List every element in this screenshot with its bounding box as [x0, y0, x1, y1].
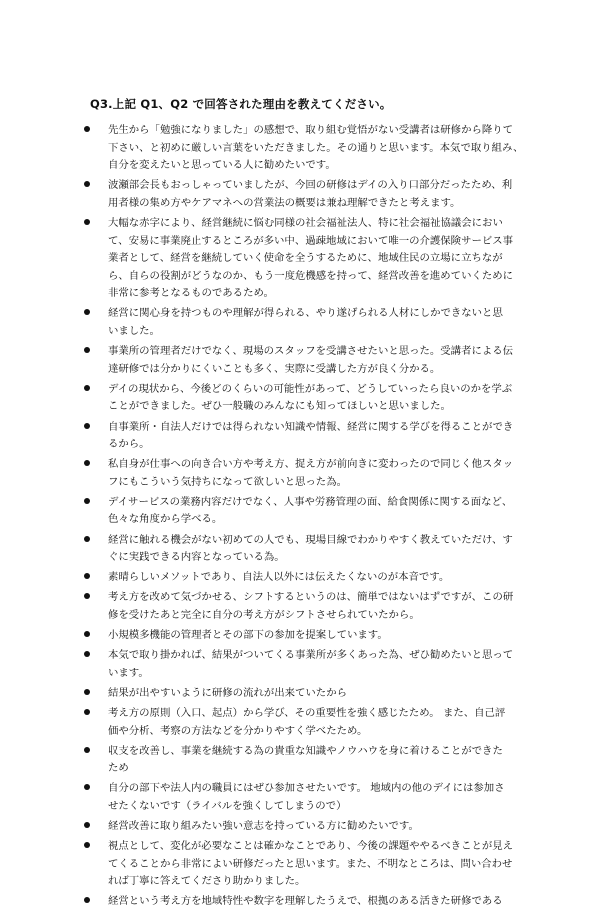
answer-text — [108, 893, 548, 911]
answer-text — [108, 419, 548, 454]
answer-line: ぐに実践できる内容となっている為。 — [108, 551, 285, 564]
answer-line: ことができました。ぜひ一般職のみんなにも知ってほしいと思いました。 — [108, 400, 451, 413]
answer-line: ら、自らの役割がどうなのか、もう一度危機感を持って、経営改善を進めていくために — [108, 269, 514, 282]
answer-line: 結果が出やすいように研修の流れが出来ていたから — [108, 686, 347, 699]
bullet-icon — [84, 423, 90, 429]
answer-item — [0, 419, 616, 454]
answer-list — [0, 122, 616, 913]
answer-line: 大幅な赤字により、経営継続に悩む同様の社会福祉法人、特に社会福祉協議会におい — [108, 216, 503, 229]
answer-item — [0, 685, 616, 703]
answer-text — [108, 456, 548, 491]
answer-line: フにもこういう気持ちになって欲しいと思った為。 — [108, 475, 347, 488]
bullet-icon — [84, 309, 90, 315]
answer-text — [108, 569, 548, 587]
answer-item — [0, 627, 616, 645]
answer-item — [0, 569, 616, 587]
answer-text — [108, 627, 548, 645]
answer-text — [108, 177, 548, 212]
answer-line: 自分の部下や法人内の職員にはぜひ参加させたいです。 地域内の他のデイには参加さ — [108, 782, 505, 795]
answer-item — [0, 305, 616, 340]
answer-line: せたくないです（ライバルを強くしてしまうので） — [108, 799, 347, 812]
answer-item — [0, 818, 616, 836]
answer-text — [108, 343, 548, 378]
answer-item — [0, 743, 616, 778]
answer-item — [0, 177, 616, 212]
answer-line: 自事業所・自法人だけでは得られない知識や情報、経営に関する学びを得ることができ — [108, 420, 514, 433]
answer-item — [0, 456, 616, 491]
answer-text — [108, 780, 548, 815]
answer-line: 自分を変えたいと思っている人に勧めたいです。 — [108, 159, 336, 172]
answer-text — [108, 122, 548, 175]
answer-item — [0, 343, 616, 378]
answer-item — [0, 122, 616, 175]
answer-text — [108, 705, 548, 740]
bullet-icon — [84, 689, 90, 695]
question-heading: Q3.上記 Q1、Q2 で回答された理由を教えてください。 — [90, 97, 392, 111]
answer-line: 先生から「勉強になりました」の感想で、取り組む覚悟がない受講者は研修から降りて — [108, 124, 514, 136]
answer-line: て、安易に事業廃止するところが多い中、過疎地域において唯一の介護保険サービス事 — [108, 234, 514, 247]
answer-line: 素晴らしいメソットであり、自法人以外には伝えたくないのが本音です。 — [108, 571, 450, 584]
bullet-icon — [84, 822, 90, 828]
bullet-icon — [84, 385, 90, 391]
answer-text — [108, 215, 548, 303]
bullet-icon — [84, 842, 90, 848]
answer-line: 事業所の管理者だけでなく、現場のスタッフを受講させたいと思った。受講者による伝 — [108, 345, 514, 358]
answer-line: てくることから非常によい研修だったと思います。また、不明なところは、問い合わせ — [108, 857, 513, 870]
bullet-icon — [84, 126, 90, 132]
answer-line: 経営改善に取り組みたい強い意志を持っている方に勧めたいです。 — [108, 819, 419, 832]
answer-line: 経営という考え方を地域特性や数字を理解したうえで、根拠のある活きた研修である — [108, 895, 503, 908]
answer-item — [0, 780, 616, 815]
bullet-icon — [84, 219, 90, 225]
answer-line: 波瀬部会長もおっしゃっていましたが、今回の研修はデイの入り口部分だったため、利 — [108, 179, 513, 192]
answer-line: 収支を改善し、事業を継続する為の貴重な知識やノウハウを身に着けることができた — [108, 744, 503, 757]
bullet-icon — [84, 536, 90, 542]
bullet-icon — [84, 498, 90, 504]
answer-item — [0, 589, 616, 624]
answer-line: 達研修では分かりにくいことも多く、実際に受講した方が良く分かる。 — [108, 362, 441, 375]
answer-text — [108, 743, 548, 778]
answer-item — [0, 532, 616, 567]
answer-text — [108, 494, 548, 529]
answer-text — [108, 818, 548, 836]
answer-text — [108, 647, 548, 682]
answer-line: 本気で取り掛かれば、結果がついてくる事業所が多くあった為、ぜひ勧めたいと思って — [108, 649, 514, 662]
answer-line: 修を受けたあと完全に自分の考え方がシフトさせられていたから。 — [108, 608, 420, 621]
bullet-icon — [84, 593, 90, 599]
answer-text — [108, 685, 548, 703]
answer-line: デイサービスの業務内容だけでなく、人事や労務管理の面、給食関係に関する面など、 — [108, 495, 513, 508]
answer-line: 色々な角度から学べる。 — [108, 513, 223, 526]
bullet-icon — [84, 347, 90, 353]
answer-line: 業者として、経営を継続していく使命を全うするために、地域住民の立場に立ちなが — [108, 252, 503, 265]
bullet-icon — [84, 651, 90, 657]
answer-text — [108, 305, 548, 340]
answer-text — [108, 589, 548, 624]
answer-line: 非常に参考となるものであるため。 — [108, 287, 274, 300]
answer-item — [0, 647, 616, 682]
bullet-icon — [84, 709, 90, 715]
answer-item — [0, 215, 616, 303]
bullet-icon — [84, 747, 90, 753]
bullet-icon — [84, 573, 90, 579]
answer-item — [0, 838, 616, 891]
answer-text — [108, 381, 548, 416]
answer-item — [0, 381, 616, 416]
answer-line: るから。 — [108, 438, 150, 451]
bullet-icon — [84, 784, 90, 790]
answer-line: ため — [108, 762, 129, 775]
bullet-icon — [84, 897, 90, 903]
answer-line: 考え方の原則（入口、起点）から学び、その重要性を強く感じたため。 また、自己評 — [108, 706, 506, 719]
answer-line: いました。 — [108, 325, 160, 338]
answer-item — [0, 494, 616, 529]
answer-line: 下さい、と初めに厳しい言葉をいただきました。その通りと思います。本気で取り組み、 — [108, 141, 524, 154]
answer-line: 経営に関心身を持つものや理解が得られる、やり遂げられる人材にしかできないと思 — [108, 307, 503, 320]
bullet-icon — [84, 460, 90, 466]
bullet-icon — [84, 631, 90, 637]
answer-text — [108, 838, 548, 891]
answer-line: れば丁寧に答えてくださり助かりました。 — [108, 875, 306, 888]
answer-line: 小規模多機能の管理者とその部下の参加を提案しています。 — [108, 629, 388, 642]
answer-line: 私自身が仕事への向き合い方や考え方、捉え方が前向きに変わったので同じく他スタッ — [108, 458, 514, 471]
answer-line: 考え方を改めて気づかせる、シフトするというのは、簡単ではないはずですが、この研 — [108, 591, 514, 604]
answer-item — [0, 705, 616, 740]
answer-line: 経営に触れる機会がない初めての人でも、現場目線でわかりやすく教えていただけ、す — [108, 533, 513, 546]
answer-line: 用者様の集め方やケアマネへの営業法の概要は兼ね理解できたと考えます。 — [108, 196, 461, 209]
answer-item — [0, 893, 616, 911]
answer-line: デイの現状から、今後どのくらいの可能性があって、どうしていったら良いのかを学ぶ — [108, 382, 513, 395]
answer-line: 視点として、変化が必要なことは確かなことであり、今後の課題ややるべきことが見え — [108, 840, 514, 853]
answer-text — [108, 532, 548, 567]
answer-line: 価や分析、考察の方法などを分かりやすく学べたため。 — [108, 724, 368, 737]
answer-line: います。 — [108, 666, 149, 679]
bullet-icon — [84, 181, 90, 187]
